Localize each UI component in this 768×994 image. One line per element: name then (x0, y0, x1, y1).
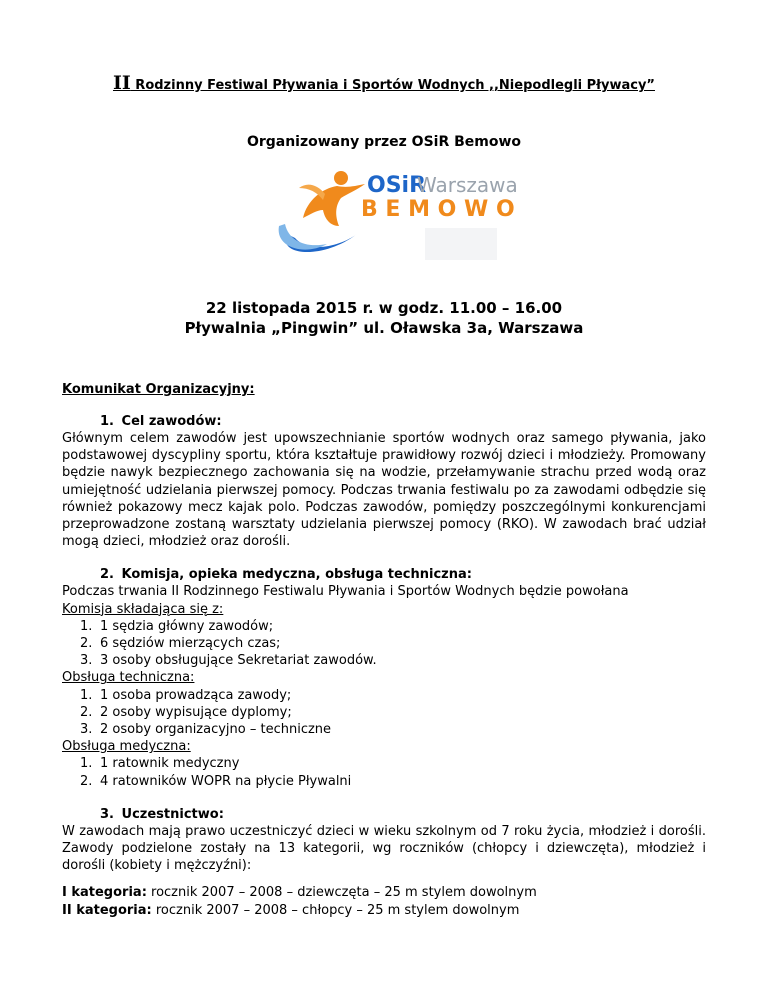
list-item: 1. 1 sędzia główny zawodów; (80, 618, 274, 634)
list-item: 1. 1 ratownik medyczny (80, 756, 240, 772)
section-1-title: Cel zawodów: (121, 414, 222, 429)
title-text: Rodzinny Festiwal Pływania i Sportów Wodnych ,,Niepodlegli Pływacy” (130, 78, 655, 93)
logo-wave-light (279, 224, 327, 250)
section-3-text: W zawodach mają prawo uczestniczyć dzieci w wieku szkolnym od 7 roku życia, młodzież i dorośli. Zawody podzielone zostały na 13 kategorii, wg roczników (chłopcy i dziewczęta), młodzież i dorośli (kobiety i mężczyźni): (62, 823, 706, 874)
list-item: 2. 2 osoby wypisujące dyplomy; (80, 704, 292, 720)
technical-label: Obsługa techniczna: (62, 670, 195, 686)
document-title (62, 72, 706, 94)
logo-text-osir: OSiR (367, 173, 427, 198)
commission-list (62, 618, 706, 670)
section-1-text: Głównym celem zawodów jest upowszechnianie sportów wodnych oraz samego pływania, jako podstawowej dyscypliny sportu, która kształtuje prawidłowy rozwój dzieci i młodzieży. Promowany będzie nawyk bezpiecznego zachowania się na wodzie, przełamywanie strachu przed wodą oraz umiejętność udzielania pierwszej pomocy. Podczas trwania festiwalu po za zawodami odbędzie się również pokazowy mecz kajak polo. Podczas zawodów, pomiędzy poszczególnymi konkurencjami przeprowadzone zostaną warsztaty udzielania pierwszej pomocy (RKO). W zawodach brać udział mogą dzieci, młodzież oraz dorośli. (62, 431, 706, 550)
medical-label: Obsługa medyczna: (62, 739, 191, 755)
list-item: 2. 4 ratowników WOPR na płycie Pływalni (80, 773, 352, 789)
organizer-line: Organizowany przez OSiR Bemowo (246, 134, 522, 150)
logo-swimmer-head (334, 171, 348, 185)
section-3-title: Uczestnictwo: (121, 806, 224, 822)
logo-graphic (265, 164, 518, 264)
list-item: 2. 6 sędziów mierzących czas; (80, 636, 281, 652)
list-item: 3. 2 osoby organizacyjno – techniczne (80, 722, 332, 738)
list-item: 3. 3 osoby obsługujące Sekretariat zawodów. (80, 653, 377, 669)
section-1-heading (100, 413, 706, 430)
medical-list (62, 755, 706, 789)
logo-gray-bar (425, 228, 497, 260)
section-3-heading (100, 806, 706, 823)
category-line: I kategoria: rocznik 2007 – 2008 – dziewczęta – 25 m stylem dowolnym (62, 885, 537, 901)
event-place: Pływalnia „Pingwin” ul. Oławska 3a, Warszawa (184, 319, 584, 337)
osir-bemowo-logo (265, 164, 518, 264)
logo-text-city: Warszawa (417, 173, 518, 197)
category-line: II kategoria: rocznik 2007 – 2008 – chłopcy – 25 m stylem dowolnym (62, 902, 520, 918)
section-3-number: 3. (100, 806, 114, 822)
event-date: 22 listopada 2015 r. w godz. 11.00 – 16.00 (205, 299, 563, 317)
section-2-title: Komisja, opieka medyczna, obsługa techniczna: (121, 567, 472, 583)
logo-text-district: B E M O W O (361, 197, 515, 222)
document-page (62, 72, 706, 919)
list-item: 1. 1 osoba prowadząca zawody; (80, 687, 292, 703)
commission-label: Komisja składająca się z: (62, 601, 224, 617)
communique-heading: Komunikat Organizacyjny: (62, 382, 255, 397)
title-roman-numeral: II (113, 72, 131, 94)
section-2-intro: Podczas trwania II Rodzinnego Festiwalu Pływania i Sportów Wodnych będzie powołana (62, 584, 629, 600)
section-2-heading (100, 566, 706, 583)
event-info (62, 298, 706, 338)
technical-list (62, 687, 706, 739)
section-1-number: 1. (100, 414, 114, 429)
section-2-number: 2. (100, 567, 114, 583)
